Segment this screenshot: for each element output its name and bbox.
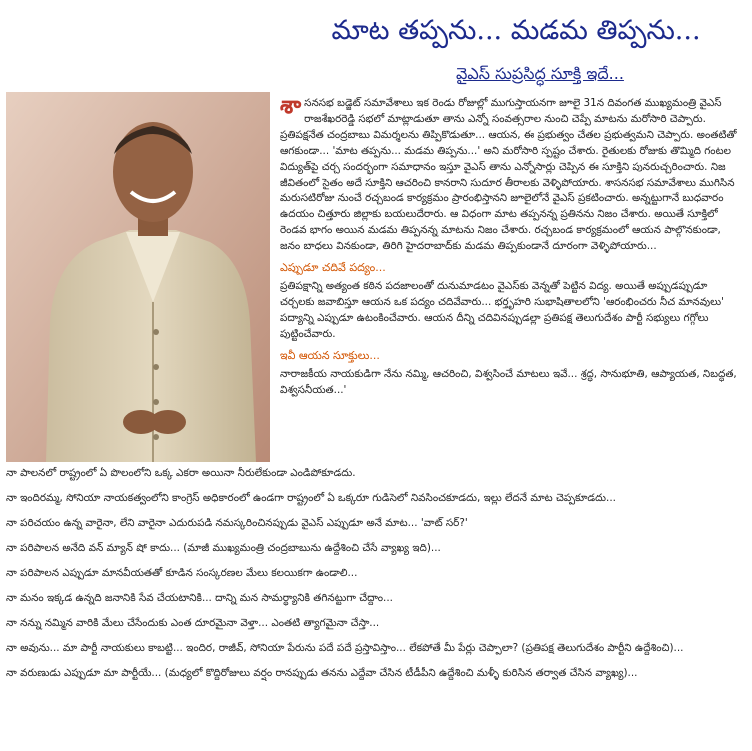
quote-item: నా పరిచయం ఉన్న వారైనా, లేని వారైనా ఎదురుపడి నమస్కరించినప్పుడు వైఎస్ ఎప్పుడూ అనే మాట... 'వాట్ సర్?' xyxy=(6,517,468,529)
article xyxy=(280,91,744,399)
quote-item: నా అవును... మా పార్టీ నాయకులు కాబట్టి... ఇందిర, రాజీవ్, సోనియా పేరును పదే పదే ప్రస్తావిస్తాం... లేకపోతే మీ పేర్లు చెప్పాలా? (ప్రతిపక్ష తెలుగుదేశం పార్టీని ఉద్దేశించి)... xyxy=(6,642,684,654)
quote-item: నా వరుణుడు ఎప్పుడూ మా పార్టీయే... (మధ్యలో కొద్దిరోజులు వర్షం రానప్పుడు తనను ఎద్దేవా చేసిన టీడీపీని ఉద్దేశించి మళ్ళీ కురిసిన తర్వాత చేసిన వ్యాఖ్య)... xyxy=(6,667,638,679)
section-title-quotes: ఇవీ ఆయన సూక్తులు... xyxy=(280,348,380,362)
dropcap: శా xyxy=(280,91,302,119)
article-intro xyxy=(280,91,744,255)
quote-item: నా పరిపాలన అనేది వన్ మ్యాన్ షో కాదు... (మాజీ ముఖ్యమంత్రి చంద్రబాబును ఉద్దేశించి చేసే వ్యాఖ్య ఇది)... xyxy=(6,542,441,554)
headline: మాట తప్పను... మడమ తిప్పను... xyxy=(331,15,701,46)
quote-list xyxy=(6,466,746,691)
article-intro-text: సనసభ బడ్జెట్ సమావేశాలు ఇక రెండు రోజుల్లో ముగుస్తాయనగా జూలై 31న దివంగత ముఖ్యమంత్రి వైఎస్ రాజశేఖరరెడ్డి సభలో మాట్లాడుతూ తాను ఎన్నో సంవత్సరాల నుంచి చెప్పే మాటను మరోసారి చెప్పారు. ప్రతిపక్షనేత చంద్రబాబు విమర్శలను తిప్పికొడుతూ... ఆయన, ఈ ప్రభుత్వం చేతల ప్రభుత్వమని చెప్పారు. అంతటితో ఆగకుండా... 'మాట తప్పను... మడమ తిప్పను...' అని మరోసారి స్పష్టం చేశారు. రైతులకు రోజుకు తొమ్మిది గంటల విద్యుత్‌పై చర్చ సందర్భంగా సమాధానం ఇస్తూ వైఎస్ తాను ఎన్నోసార్లు చెప్పిన ఈ సూక్తిని పునరుచ్చరించారు. నిజ జీవితంలో సైతం అదే సూక్తిని ఆచరించి కానరాని సుదూర తీరాలకు వెళ్ళిపోయారు. శాసనసభ సమావేశాలు ముగిసిన మరుసటిరోజు నుంచే రచ్చబండ కార్యక్రమం ప్రారంభిస్తానని జూలైలోనే వైఎస్ ప్రకటించారు. అన్నట్టుగానే బుధవారం ఉదయం చిత్తూరు జిల్లాకు బయలుదేరారు. ఆ విధంగా మాట తప్పనన్న ప్రతినను నిజం చేశారు. అయితే సూక్తిలో రెండవ భాగం అయిన మడమ తిప్పనన్న మాటను నిజం చేశారు. రచ్చబండ కార్యక్రమంలో ఆయన పాల్గొనకుండా, జనం బాధలు వినకుండా, తిరిగి హైదరాబాద్‌కు మడమ తిప్పకుండానే దూరంగా వెళ్ళిపోయారు... xyxy=(280,97,737,253)
subheadline: వైఎస్ సుప్రసిద్ధ సూక్తి ఇదే... xyxy=(456,64,624,83)
quote-item: నా పరిపాలన ఎప్పుడూ మానవీయతతో కూడిన సంస్కరణల మేలు కలయికగా ఉండాలి... xyxy=(6,567,358,579)
section-body-quotes: నారాజకీయ నాయకుడిగా నేను నమ్మి, ఆచరించి, విశ్వసించే మాటలు ఇవే... శ్రద్ధ, సానుభూతి, ఆప్యాయత, నిబద్ధత, విశ్వసనీయత...' xyxy=(280,367,737,396)
portrait-photo-icon xyxy=(6,92,270,462)
quote-item: నా నన్ను నమ్మిన వారికి మేలు చేసేందుకు ఎంత దూరమైనా వెళ్తా... ఎంతటి త్యాగమైనా చేస్తా... xyxy=(6,617,380,629)
quote-item: నా ఇందిరమ్మ, సోనియా నాయకత్వంలోని కాంగ్రెస్ అధికారంలో ఉండగా రాష్ట్రంలో ఏ ఒక్కరూ గుడిసెలో నివసించకూడదు, ఇల్లు లేదనే మాట చెప్పకూడదు... xyxy=(6,492,616,504)
quote-item: నా పాలనలో రాష్ట్రంలో ఏ పొలంలోని ఒక్క ఎకరా అయినా నీరులేకుండా ఎండిపోకూడదు. xyxy=(6,467,356,479)
section-body-poem: ప్రతిపక్షాన్ని అత్యంత కఠిన పదజాలంతో దునుమాడటం వైఎస్‌కు వెన్నతో పెట్టిన విద్య. అయితే అప్పుడప్పుడూ చర్చలకు జవాబిస్తూ ఆయన ఒక పద్యం చదివేవారు... భర్తృహరి సుభాషితాలలోని 'ఆరంభించరు నీచ మానవులు' పద్యాన్ని ఎప్పుడూ ఉటంకించేవారు. ఆయన దీన్ని చదివినప్పుడల్లా ప్రతిపక్ష తెలుగుదేశం పార్టీ సభ్యులు గగ్గోలు పుట్టించేవారు. xyxy=(280,280,724,340)
section-title-poem: ఎప్పుడూ చదివే పద్యం... xyxy=(280,261,386,275)
quote-item: నా మనం ఇక్కడ ఉన్నది జనానికి సేవ చేయటానికి... దాన్ని మన సామర్థ్యానికి తగినట్టుగా చేద్దాం... xyxy=(6,592,393,604)
